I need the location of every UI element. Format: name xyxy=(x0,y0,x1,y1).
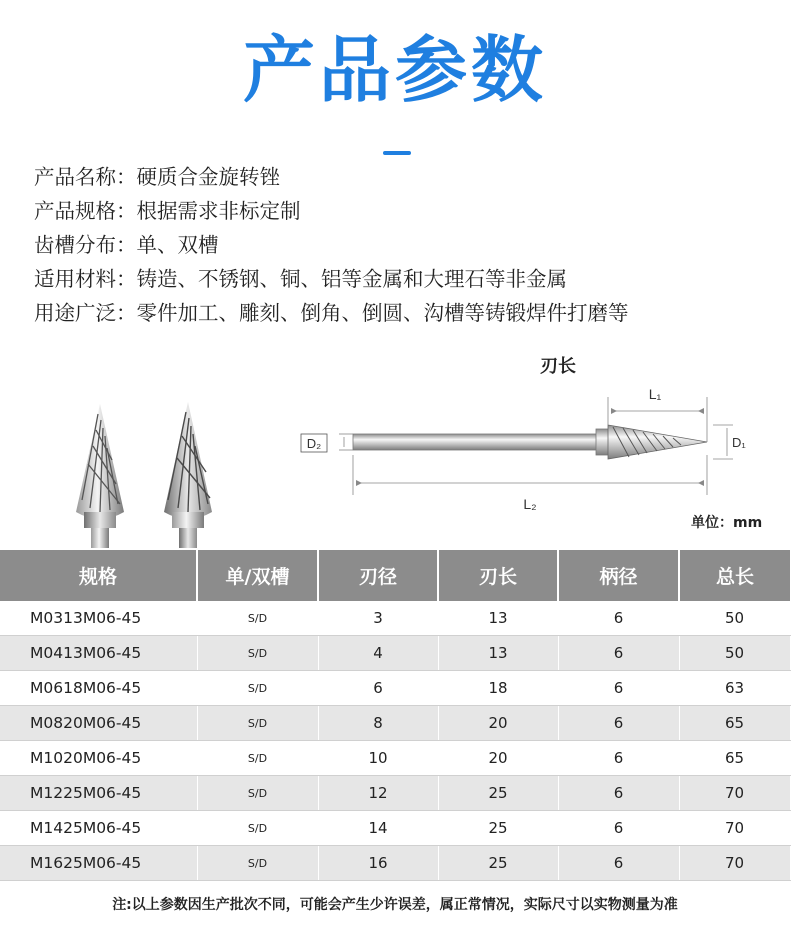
cell-total: 50 xyxy=(679,636,790,671)
cell-flute: S/D xyxy=(197,671,318,706)
cell-length: 13 xyxy=(438,601,558,636)
spec-flutes xyxy=(34,228,774,262)
cell-shank: 6 xyxy=(558,706,679,741)
cell-shank: 6 xyxy=(558,601,679,636)
cell-flute: S/D xyxy=(197,776,318,811)
column-header: 规格 xyxy=(0,550,197,601)
spec-value: 铸造、不锈钢、铜、铝等金属和大理石等非金属 xyxy=(136,267,567,291)
cell-flute: S/D xyxy=(197,601,318,636)
spec-value: 单、双槽 xyxy=(136,233,219,257)
cell-diameter: 8 xyxy=(318,706,438,741)
cell-total: 63 xyxy=(679,671,790,706)
cell-diameter: 3 xyxy=(318,601,438,636)
cell-model: M1425M06-45 xyxy=(0,811,197,846)
burr-photo-left xyxy=(76,404,124,548)
shank xyxy=(353,434,598,450)
cell-shank: 6 xyxy=(558,741,679,776)
spec-name xyxy=(34,160,774,194)
table-row xyxy=(0,846,790,881)
dimension-d2: D₂ xyxy=(306,436,322,451)
spec-label: 适用材料： xyxy=(34,267,137,291)
cell-total: 50 xyxy=(679,601,790,636)
spec-size xyxy=(34,194,774,228)
cell-total: 65 xyxy=(679,706,790,741)
table-row xyxy=(0,811,790,846)
cell-length: 25 xyxy=(438,846,558,881)
cell-total: 70 xyxy=(679,846,790,881)
column-header: 总长 xyxy=(679,550,790,601)
column-header: 单/双槽 xyxy=(197,550,318,601)
dimension-drawing xyxy=(295,385,746,512)
page-title: 产品参数 xyxy=(242,28,547,112)
spec-value: 根据需求非标定制 xyxy=(136,199,301,223)
spec-label: 产品名称： xyxy=(34,165,137,189)
column-header: 刃长 xyxy=(438,550,558,601)
footnote: 注:以上参数因生产批次不同，可能会产生少许误差，属正常情况，实际尺寸以实物测量为准 xyxy=(112,897,678,913)
cell-shank: 6 xyxy=(558,811,679,846)
cell-length: 13 xyxy=(438,636,558,671)
cell-flute: S/D xyxy=(197,741,318,776)
cell-length: 25 xyxy=(438,776,558,811)
cell-model: M0820M06-45 xyxy=(0,706,197,741)
spec-label: 产品规格： xyxy=(34,199,137,223)
unit-label: 单位：mm xyxy=(691,515,763,531)
cell-shank: 6 xyxy=(558,776,679,811)
spec-label: 齿槽分布： xyxy=(34,233,137,257)
table-row xyxy=(0,706,790,741)
cell-shank: 6 xyxy=(558,671,679,706)
spec-value: 零件加工、雕刻、倒角、倒圆、沟槽等铸锻焊件打磨等 xyxy=(136,301,629,325)
cell-model: M0618M06-45 xyxy=(0,671,197,706)
cell-length: 20 xyxy=(438,741,558,776)
cell-total: 65 xyxy=(679,741,790,776)
dimension-l1: L₁ xyxy=(648,386,662,402)
dimension-l2: L₂ xyxy=(523,496,537,512)
cell-diameter: 4 xyxy=(318,636,438,671)
cell-model: M1225M06-45 xyxy=(0,776,197,811)
spec-label: 用途广泛： xyxy=(34,301,137,325)
cell-total: 70 xyxy=(679,776,790,811)
spec-value: 硬质合金旋转锉 xyxy=(136,165,280,189)
diagram-title: 刃长 xyxy=(540,356,576,377)
cell-diameter: 14 xyxy=(318,811,438,846)
cell-total: 70 xyxy=(679,811,790,846)
table-row xyxy=(0,741,790,776)
table-row xyxy=(0,671,790,706)
cell-shank: 6 xyxy=(558,846,679,881)
cell-shank: 6 xyxy=(558,636,679,671)
spec-list xyxy=(34,160,774,330)
cell-flute: S/D xyxy=(197,846,318,881)
cell-model: M0413M06-45 xyxy=(0,636,197,671)
table-header-row xyxy=(0,550,790,601)
table-row xyxy=(0,776,790,811)
cell-model: M1625M06-45 xyxy=(0,846,197,881)
cell-diameter: 6 xyxy=(318,671,438,706)
cell-length: 20 xyxy=(438,706,558,741)
dimension-d1: D₁ xyxy=(732,435,746,450)
column-header: 刃径 xyxy=(318,550,438,601)
spec-table xyxy=(0,550,791,881)
product-photo xyxy=(60,400,230,548)
burr-photo-right xyxy=(164,402,212,548)
spec-materials xyxy=(34,262,774,296)
cell-model: M1020M06-45 xyxy=(0,741,197,776)
column-header: 柄径 xyxy=(558,550,679,601)
cell-diameter: 12 xyxy=(318,776,438,811)
cell-length: 18 xyxy=(438,671,558,706)
cell-flute: S/D xyxy=(197,636,318,671)
cell-diameter: 10 xyxy=(318,741,438,776)
cell-model: M0313M06-45 xyxy=(0,601,197,636)
cell-length: 25 xyxy=(438,811,558,846)
table-row xyxy=(0,636,790,671)
table-row xyxy=(0,601,790,636)
cell-flute: S/D xyxy=(197,706,318,741)
burr-head xyxy=(608,425,707,459)
spec-uses xyxy=(34,296,774,330)
cell-diameter: 16 xyxy=(318,846,438,881)
cell-flute: S/D xyxy=(197,811,318,846)
title-underline xyxy=(383,151,411,155)
